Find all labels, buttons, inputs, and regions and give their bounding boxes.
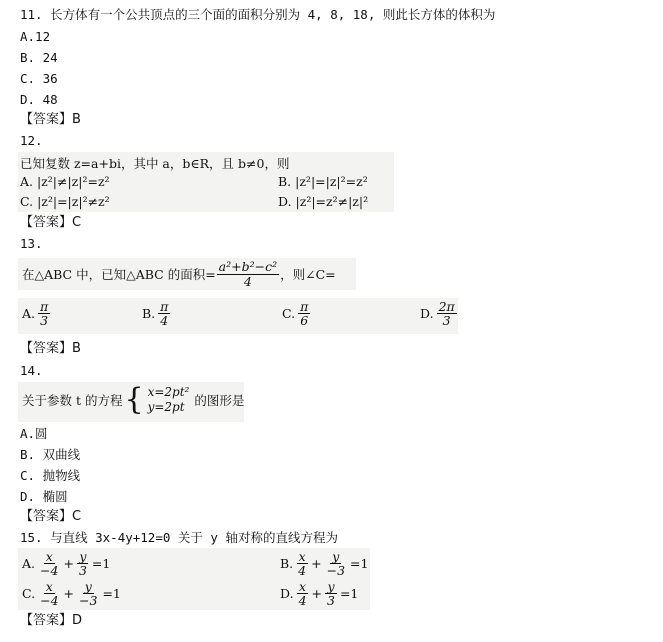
q13-option-b: B. $\frac{\pi}{4}$ (142, 299, 169, 329)
q13-options-block (18, 298, 458, 334)
q13-option-a: A. $\frac{\pi}{3}$ (22, 299, 49, 329)
q13-option-d: D. $\frac{2\pi}{3}$ (420, 299, 455, 329)
q12-stem: 已知复数 z=a+bi，其中 a，b∈R，且 b≠0，则 (20, 156, 290, 171)
q13-area-numerator: a²+b²−c² (218, 259, 278, 275)
q15-options-block (18, 548, 370, 610)
q14-equation-system (148, 385, 190, 415)
q15-option-c: C. $\frac{x}{-4}$ + $\frac{y}{-3}$ =1 (22, 579, 121, 609)
q11-answer: 【答案】B (20, 112, 81, 127)
q12-option-d: D. |z²|=z²≠|z|² (278, 194, 369, 209)
q13-option-c: C. $\frac{\pi}{6}$ (282, 299, 309, 329)
q13-number: 13. (20, 236, 43, 251)
q12-answer: 【答案】C (20, 215, 82, 230)
q14-option-c: C. 抛物线 (20, 468, 81, 483)
q12-option-a: A. |z²|≠|z|²=z² (20, 174, 110, 189)
q13-stem-post: ，则∠C= (280, 267, 336, 282)
q14-option-b: B. 双曲线 (20, 447, 81, 462)
q13-area-denominator: 4 (243, 273, 252, 289)
q11-option-c: C. 36 (20, 71, 58, 86)
q14-answer: 【答案】C (20, 509, 82, 524)
q15-option-b: B. $\frac{x}{4}$ + $\frac{y}{-3}$ =1 (280, 549, 369, 579)
q15-option-d: D. $\frac{x}{4}$ + $\frac{y}{3}$ =1 (280, 579, 359, 609)
left-brace-symbol: { (124, 382, 144, 417)
q13-answer: 【答案】B (20, 341, 81, 356)
q15-option-a: A. $\frac{x}{-4}$ + $\frac{y}{3}$ =1 (22, 549, 111, 579)
q13-area-fraction (217, 260, 279, 287)
q14-equation-x: x=2pt² (147, 385, 190, 399)
q14-stem-block (18, 382, 244, 422)
q14-number: 14. (20, 363, 43, 378)
q11-stem: 11. 长方体有一个公共顶点的三个面的面积分别为 4, 8, 18, 则此长方体的体积为 (20, 7, 496, 22)
q12-scanned-block (18, 152, 394, 212)
q13-stem-pre: 在△ABC 中，已知△ABC 的面积= (22, 267, 216, 282)
q14-stem-pre: 关于参数 t 的方程 (22, 393, 123, 408)
q14-option-a: A.圆 (20, 426, 48, 441)
q14-equation-y: y=2pt (147, 400, 185, 414)
q13-stem-block (18, 258, 356, 290)
q12-option-c: C. |z²|=|z|²≠z² (20, 194, 110, 209)
q11-option-d: D. 48 (20, 92, 58, 107)
q12-number: 12. (20, 133, 43, 148)
q14-stem-post: 的图形是 (194, 393, 245, 408)
q12-option-b: B. |z²|=|z|²=z² (278, 174, 368, 189)
q11-option-a: A.12 (20, 29, 51, 44)
q15-stem: 15. 与直线 3x-4y+12=0 关于 y 轴对称的直线方程为 (20, 530, 338, 545)
q15-answer: 【答案】D (20, 613, 83, 628)
q11-option-b: B. 24 (20, 50, 58, 65)
q14-option-d: D. 椭圆 (20, 489, 68, 504)
